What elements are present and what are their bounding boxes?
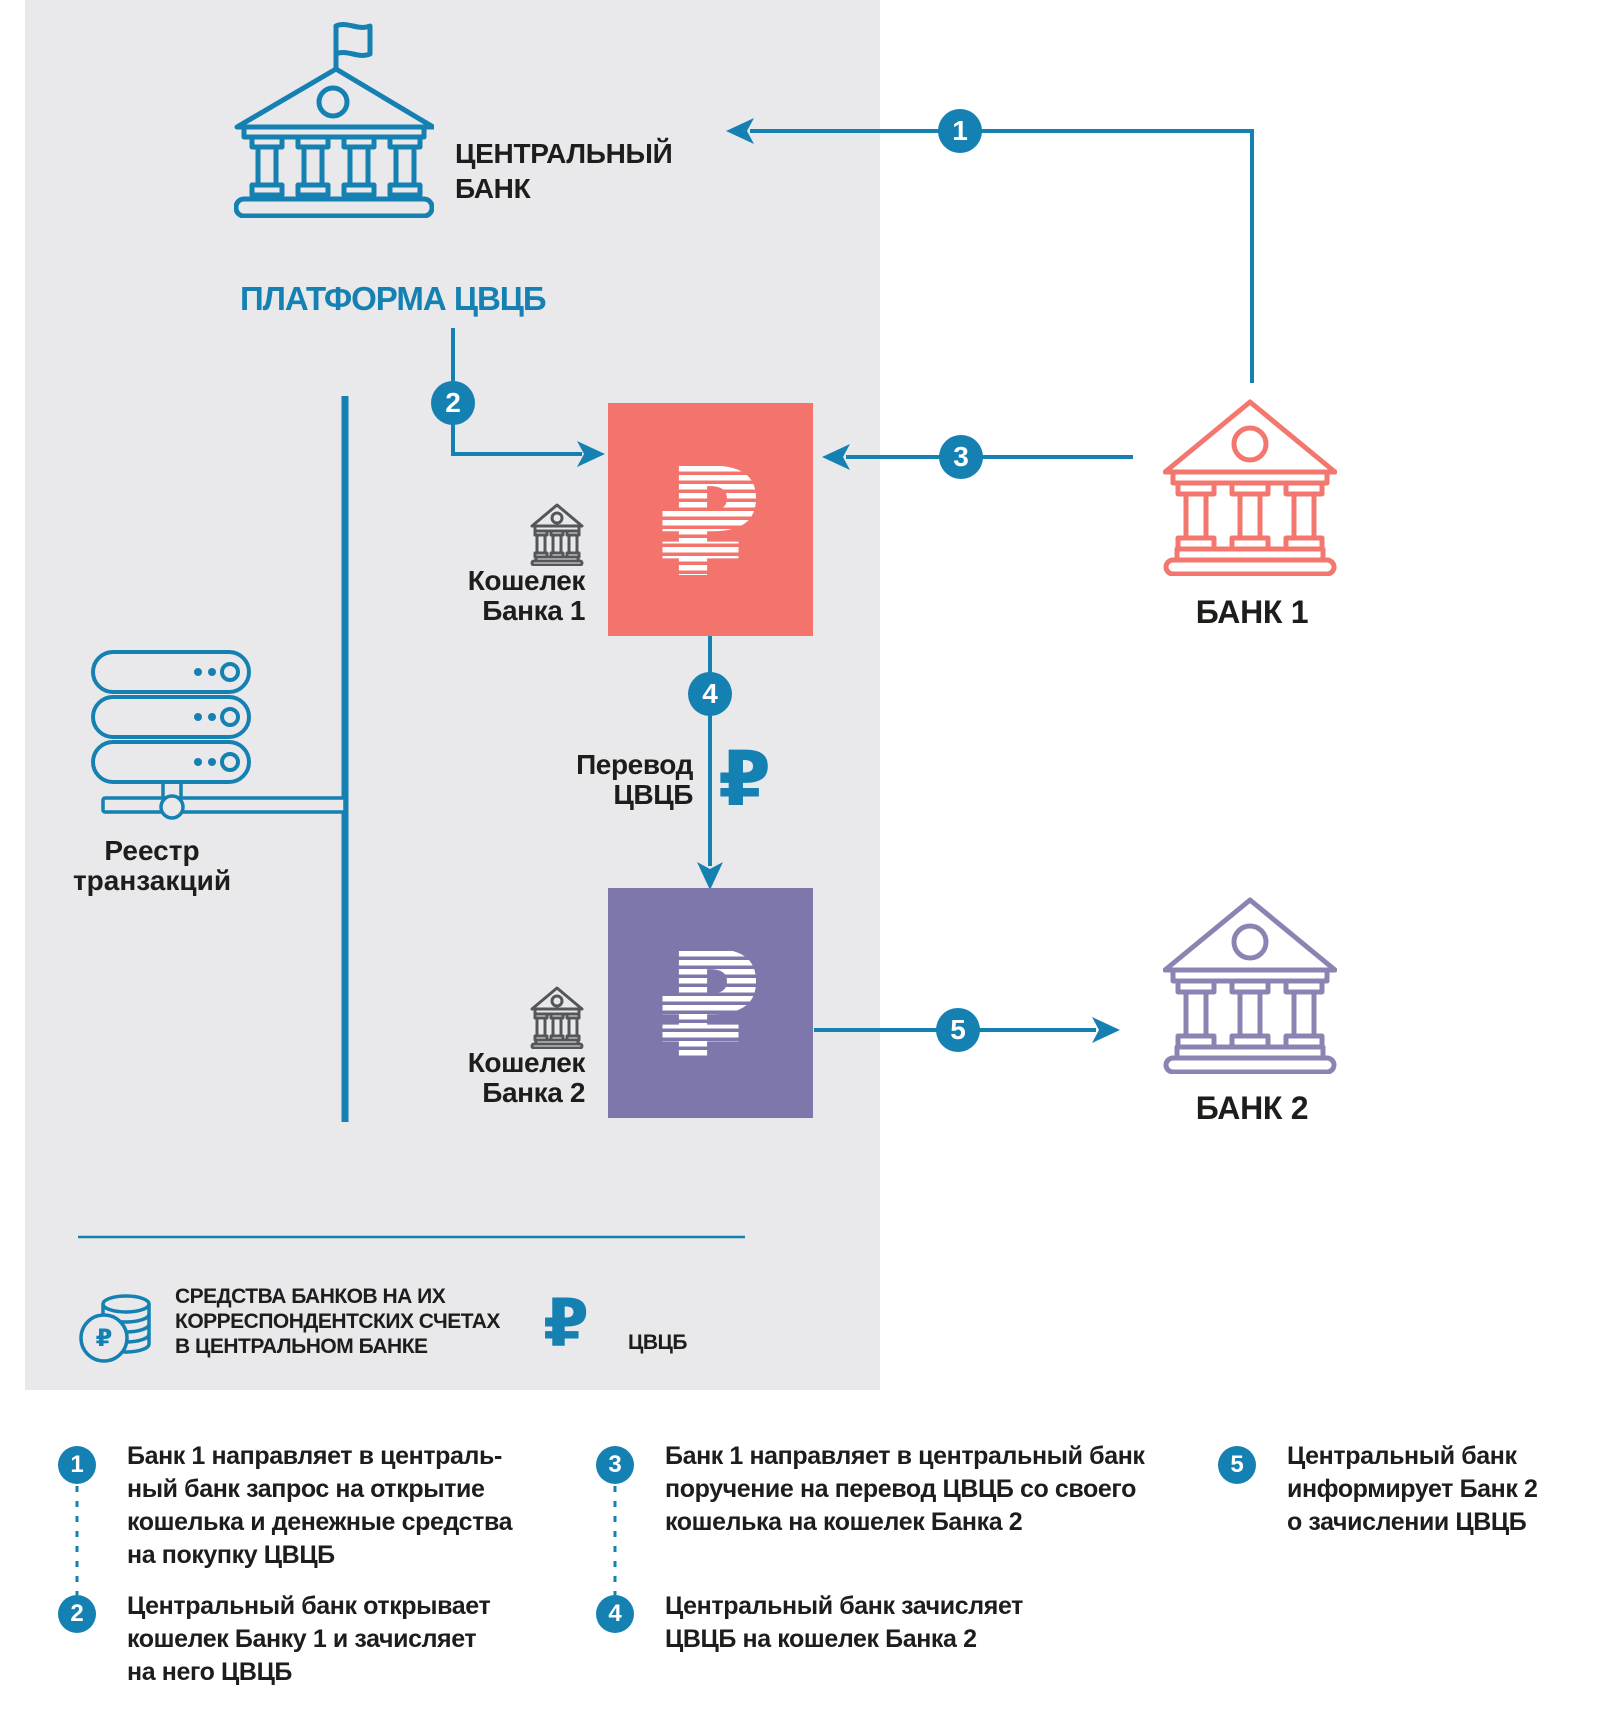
cbdc-label: ЦВЦБ	[628, 1331, 687, 1354]
flow-badge-3: 3	[939, 435, 983, 479]
step-badge-3: 3	[596, 1446, 634, 1484]
wallet1-label-line1: Кошелек	[467, 565, 585, 596]
transfer-label-line1: Перевод	[576, 749, 693, 780]
columns	[252, 137, 420, 195]
arrow5-head-icon	[1092, 1017, 1120, 1043]
ruble-hatched-icon	[608, 888, 813, 1118]
funds-legend-line2: КОРРЕСПОНДЕНТСКИХ СЧЕТАХ	[175, 1310, 500, 1333]
funds-legend-text	[175, 1284, 500, 1359]
cbdc-ruble-icon: ₽	[543, 1285, 589, 1362]
coins-icon	[78, 1292, 152, 1364]
step-badge-1: 1	[58, 1446, 96, 1484]
bank1-wallet-square	[608, 403, 813, 636]
svg-text:₽: ₽	[657, 920, 763, 1094]
flow-badge-4: 4	[688, 672, 732, 716]
wallet2-label-line2: Банка 2	[482, 1077, 585, 1108]
bank2-wallet-square	[608, 888, 813, 1118]
transfer-label	[520, 750, 693, 810]
wallet1-label-line2: Банка 1	[482, 595, 585, 626]
step-3-text: Банк 1 направляет в центральный банк поручение на перевод ЦВЦБ со своего кошелька на кошелек Банка 2	[665, 1442, 1145, 1536]
bank1-icon	[1163, 398, 1337, 576]
registry-label-line2: транзакций	[72, 865, 232, 896]
central-bank-label	[455, 136, 672, 206]
step-4-text: Центральный банк зачисляет ЦВЦБ на кошелек Банка 2	[665, 1592, 1023, 1653]
step-badge-4: 4	[596, 1595, 634, 1633]
registry-label-line1: Реестр	[104, 835, 200, 866]
wallet2-label	[420, 1048, 585, 1108]
wallet2-bank-icon	[530, 985, 584, 1049]
central-bank-icon	[234, 22, 434, 218]
step-5-text: Центральный банк информирует Банк 2 о зачислении ЦВЦБ	[1287, 1442, 1538, 1536]
bank2-label: БАНК 2	[1195, 1090, 1309, 1126]
step-badge-2: 2	[58, 1595, 96, 1633]
wallet1-label	[420, 566, 585, 626]
platform-label: ПЛАТФОРМА ЦВЦБ	[240, 280, 546, 317]
registry-server-icon	[90, 648, 252, 786]
bank2-icon	[1163, 896, 1337, 1074]
svg-text:₽: ₽	[657, 437, 763, 611]
coin-ruble-glyph: ₽	[95, 1324, 113, 1352]
flow-badge-1: 1	[938, 109, 982, 153]
central-bank-label-line2: БАНК	[455, 173, 531, 204]
wallet1-bank-icon	[530, 502, 584, 566]
bank1-label: БАНК 1	[1195, 594, 1309, 630]
central-bank-label-line1: ЦЕНТРАЛЬНЫЙ	[455, 138, 673, 169]
wallet2-label-line1: Кошелек	[467, 1047, 585, 1078]
flow-badge-2: 2	[431, 381, 475, 425]
flag-icon	[336, 25, 370, 56]
transfer-label-line2: ЦВЦБ	[613, 779, 693, 810]
ruble-hatched-icon	[608, 403, 813, 636]
transfer-ruble-icon: ₽	[718, 734, 771, 823]
funds-legend-line3: В ЦЕНТРАЛЬНОМ БАНКЕ	[175, 1335, 428, 1358]
flow-badge-5: 5	[936, 1008, 980, 1052]
step-badge-5: 5	[1218, 1446, 1256, 1484]
step-1-text: Банк 1 направляет в централь- ный банк запрос на открытие кошелька и денежные средства на покупку ЦВЦБ	[127, 1442, 513, 1569]
step-2-text: Центральный банк открывает кошелек Банку 1 и зачисляет на него ЦВЦБ	[127, 1592, 491, 1686]
registry-label	[52, 836, 252, 896]
funds-legend-line1: СРЕДСТВА БАНКОВ НА ИХ	[175, 1285, 446, 1308]
